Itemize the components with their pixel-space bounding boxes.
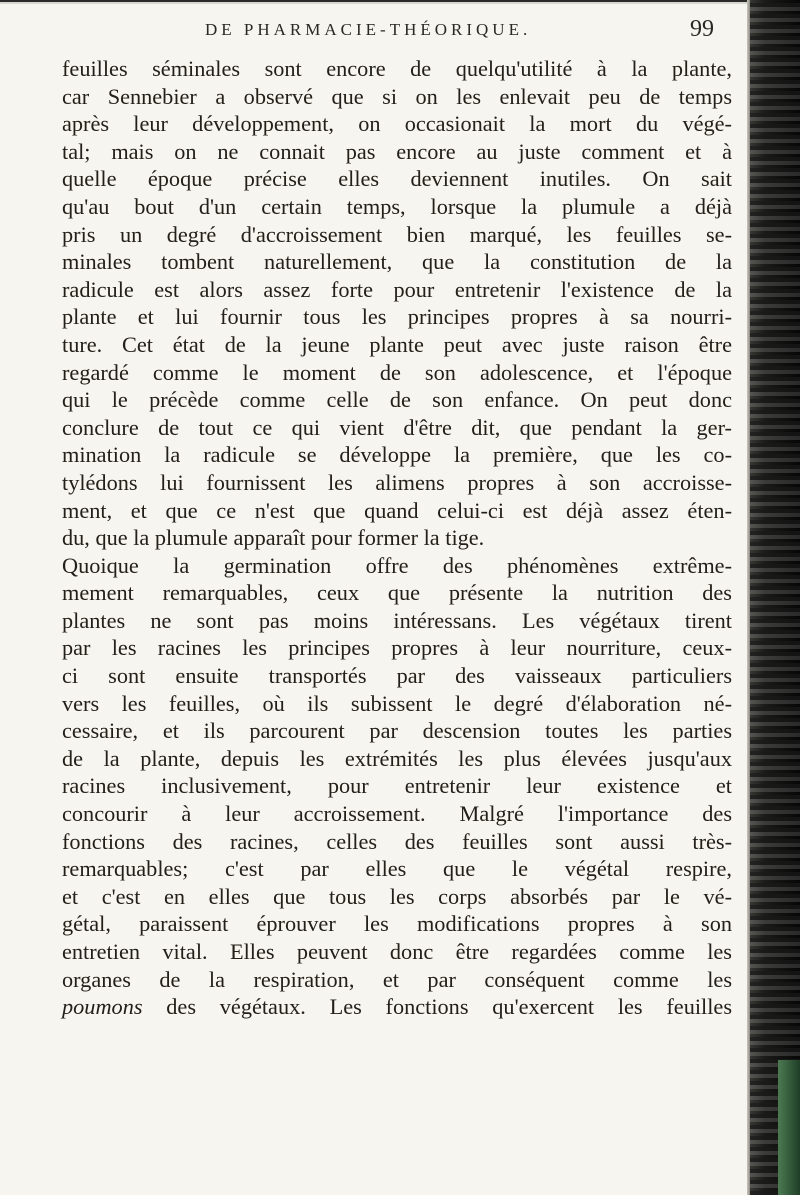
text-line: feuilles séminales sont encore de quelqu'utilité à la plante, <box>62 56 732 81</box>
text-line: vers les feuilles, où ils subissent le degré d'élaboration né- <box>62 690 732 716</box>
text-line: fonctions des racines, celles des feuilles sont aussi très- <box>62 828 732 854</box>
text-line: tylédons lui fournissent les alimens propres à son accroisse- <box>62 469 732 495</box>
text-line: mination la radicule se développe la première, que les co- <box>62 442 732 468</box>
text-line: pris un degré d'accroissement bien marqué, les feuilles se- <box>62 221 732 247</box>
text-line: regardé comme le moment de son adolescence, et l'époque <box>62 359 732 385</box>
text-line: quelle époque précise elles deviennent inutiles. On sait <box>62 166 732 192</box>
text-line: après leur développement, on occasionait la mort du végé- <box>62 111 732 137</box>
text-line: gétal, paraissent éprouver les modifications propres à son <box>62 911 732 937</box>
text-line: ture. Cet état de la jeune plante peut avec juste raison être <box>62 331 732 357</box>
text-line: qui le précède comme celle de son enfance. On peut donc <box>62 387 732 413</box>
text-line: minales tombent naturellement, que la constitution de la <box>62 249 732 275</box>
text-line: du, que la plumule apparaît pour former la tige. <box>62 525 485 551</box>
text-line: cessaire, et ils parcourent par descension toutes les parties <box>62 718 732 744</box>
italic-word: poumons <box>62 994 143 1020</box>
text-line: par les racines les principes propres à leur nourriture, ceux- <box>62 635 732 661</box>
text-line: Quoique la germination offre des phénomènes extrême- <box>62 552 732 578</box>
body-text <box>62 55 732 1021</box>
text-line: tal; mais on ne connait pas encore au juste comment et à <box>62 138 732 164</box>
text-line: et c'est en elles que tous les corps absorbés par le vé- <box>62 883 732 909</box>
text-line: conclure de tout ce qui vient d'être dit, que pendant la ger- <box>62 414 732 440</box>
text-line: qu'au bout d'un certain temps, lorsque la plumule a déjà <box>62 193 732 219</box>
running-head: DE PHARMACIE-THÉORIQUE. <box>205 20 532 39</box>
text-line: mement remarquables, ceux que présente la nutrition des <box>62 580 732 606</box>
text-line: plantes ne sont pas moins intéressans. Les végétaux tirent <box>62 607 732 633</box>
book-binding <box>750 0 800 1195</box>
text-line: entretien vital. Elles peuvent donc être regardées comme les <box>62 939 732 964</box>
text-line: radicule est alors assez forte pour entretenir l'existence de la <box>62 276 732 302</box>
text-line: plante et lui fournir tous les principes propres à sa nourri- <box>62 304 732 330</box>
text-line: ment, et que ce n'est que quand celui-ci est déjà assez éten- <box>62 497 732 523</box>
page-number: 99 <box>690 16 714 42</box>
text-line: organes de la respiration, et par conséquent comme les <box>62 966 732 992</box>
binding-cloth <box>778 1060 800 1195</box>
text-line <box>62 993 732 1021</box>
text-line: remarquables; c'est par elles que le végétal respire, <box>62 856 732 882</box>
text-line: concourir à leur accroissement. Malgré l'importance des <box>62 801 732 827</box>
page-top-edge <box>0 0 800 12</box>
text-line: car Sennebier a observé que si on les enlevait peu de temps <box>62 83 732 109</box>
text-line: ci sont ensuite transportés par des vaisseaux particuliers <box>62 663 732 689</box>
text-line-rest: des végétaux. Les fonctions qu'exercent les feuilles <box>142 994 732 1020</box>
text-line: de la plante, depuis les extrémités les plus élevées jusqu'aux <box>62 745 732 771</box>
text-line: racines inclusivement, pour entretenir leur existence et <box>62 773 732 799</box>
